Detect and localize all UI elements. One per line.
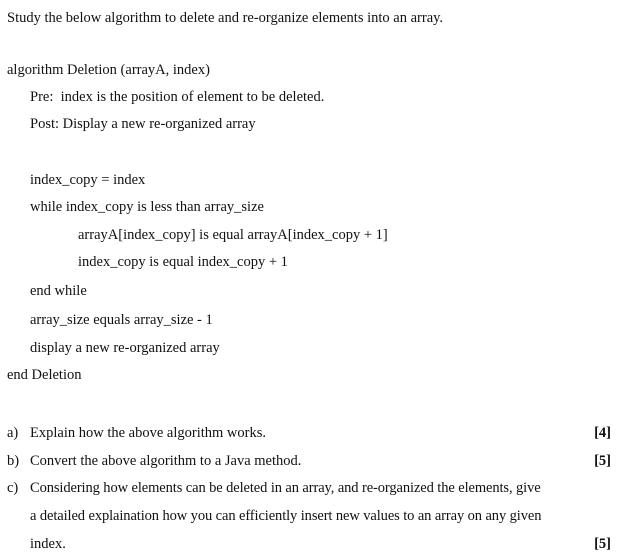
question-text: Considering how elements can be deleted in an array, and re-organized the elements, give xyxy=(30,480,541,496)
algorithm-line: end while xyxy=(30,283,87,299)
question-text: Explain how the above algorithm works. xyxy=(30,425,266,441)
precondition: Pre: index is the position of element to be deleted. xyxy=(30,89,325,105)
algorithm-line: arrayA[index_copy] is equal arrayA[index_copy + 1] xyxy=(78,227,388,243)
algorithm-footer: end Deletion xyxy=(7,367,82,383)
intro-text: Study the below algorithm to delete and re-organize elements into an array. xyxy=(7,10,444,26)
algorithm-line: while index_copy is less than array_size xyxy=(30,199,264,215)
question-label: c) xyxy=(7,480,19,496)
algorithm-line: array_size equals array_size - 1 xyxy=(30,312,213,328)
question-label: a) xyxy=(7,425,19,441)
question-text-continued: a detailed explaination how you can efficiently insert new values to an array on any given xyxy=(30,508,542,524)
question-text: Convert the above algorithm to a Java method. xyxy=(30,453,302,469)
question-text-end: index. xyxy=(30,536,66,552)
postcondition: Post: Display a new re-organized array xyxy=(30,116,256,132)
question-marks: [4] xyxy=(594,425,611,441)
algorithm-line: index_copy = index xyxy=(30,172,146,188)
question-marks: [5] xyxy=(594,453,611,469)
algorithm-header: algorithm Deletion (arrayA, index) xyxy=(7,62,210,78)
algorithm-line: index_copy is equal index_copy + 1 xyxy=(78,254,288,270)
question-label: b) xyxy=(7,453,20,469)
question-marks: [5] xyxy=(594,536,611,552)
algorithm-line: display a new re-organized array xyxy=(30,340,220,356)
